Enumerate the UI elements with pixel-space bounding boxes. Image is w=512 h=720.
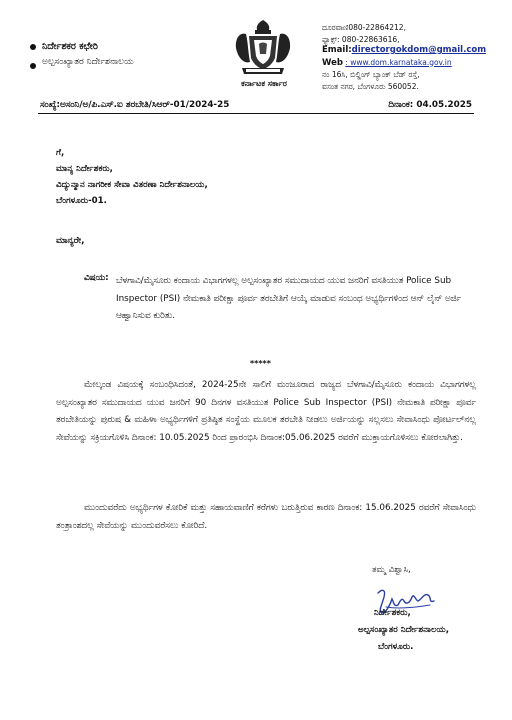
body-paragraph-1 — [56, 377, 476, 447]
header-divider — [38, 113, 474, 114]
fax-number: ಫ್ಯಾಕ್ಸ್: 080-22863616, — [322, 34, 400, 44]
body-paragraph-2-text: ಮುಂದುವರೆದು ಅಭ್ಯರ್ಥಿಗಳ ಕೋರಿಕೆ ಮತ್ತು ಸಹಾಯವಾಣಿಗೆ ಕರೆಗಳು ಬರುತ್ತಿರುವ ಕಾರಣ ದಿನಾಂಕ: 15.06.2025 ರವರೆಗೆ ಸೇವಾಸಿಂಧು ತಂತ್ರಾಂಶದಲ್ಲ ಸೇವೆಯನ್ನು ಮುಂದುವರೆಸಲು ಕೋರಿದೆ. — [56, 503, 476, 531]
contact-block — [322, 22, 502, 92]
closing-phrase: ತಮ್ಮ ವಿಶ್ವಾಸಿ, — [372, 565, 411, 575]
body-paragraph-2 — [56, 500, 476, 535]
reference-line — [40, 100, 472, 110]
email-label: Email: — [322, 45, 352, 55]
signatory-title: ನಿರ್ದೇಶಕರು, — [374, 608, 411, 618]
letter-date: ದಿನಾಂಕ: 04.05.2025 — [388, 100, 472, 110]
addressee-block — [56, 145, 208, 209]
address-line-2: ವಸಂತ ನಗರ, ಬೆಂಗಳೂರು 560052. — [322, 81, 419, 91]
web-line — [322, 57, 502, 70]
addressee-line-2: ವಿದ್ಯುನ್ಮಾನ ನಾಗರೀಕ ಸೇವಾ ವಿತರಣಾ ನಿರ್ದೇಶನಾಲಯ, — [56, 180, 208, 190]
email-link[interactable]: directorgokdom@gmail.com — [351, 45, 487, 55]
karnataka-emblem-icon — [232, 18, 294, 78]
addressee-line-1: ಮಾನ್ಯ ನಿರ್ದೇಶಕರು, — [56, 164, 113, 174]
addressee-line-3: ಬೆಂಗಳೂರು-01. — [56, 196, 107, 206]
reference-number: ಸಂಖ್ಯೆ:ಅಸಂನಿ/ಅ/ಪಿ.ಎಸ್.ಐ ತರಬೇತಿ/ಸಿಆರ್-01/2024-25 — [40, 100, 230, 110]
directorate-name: ಅಲ್ಪಸಂಖ್ಯಾತರ ನಿರ್ದೇಶನಾಲಯ — [42, 57, 134, 67]
section-separator: ***** — [250, 359, 271, 368]
email-line — [322, 45, 502, 57]
body-paragraph-1-text: ಮೇಲ್ಕಂಡ ವಿಷಯಕ್ಕೆ ಸಂಬಂಧಿಸಿದಂತೆ, 2024-25ನೇ ಸಾಲಿಗೆ ಮಂಜೂರಾದ ರಾಜ್ಯದ ಬೆಳಗಾವಿ/ಮೈಸೂರು ಕಂದಾಯ ವಿಭಾಗಗಳಲ್ಲ ಅಲ್ಪಸಂಖ್ಯಾತರ ಸಮುದಾಯದ ಯುವ ಜನರಿಗೆ 90 ದಿನಗಳ ವಸತಿಯುತ Police Sub Inspector (PSI) ನೇಮಕಾತಿ ಪರೀಕ್ಷಾ ಪೂರ್ವ ತರಬೇತಿಯನ್ನು ಪುರುಷ & ಮಹಿಳಾ ಅಭ್ಯರ್ಥಿಗಳಿಗೆ ಪ್ರತಿಷ್ಠಿತ ಸಂಸ್ಥೆಯ ಮೂಲಕ ತರಬೇತಿ ನೀಡಲು ಅರ್ಜಿಯನ್ನು ಸಲ್ಲಸಲು ಸೇವಾಸಿಂಧು ಪೋರ್ಟಲ್‌ನಲ್ಲ ಸೇವೆಯನ್ನು ಸಕ್ರಿಯಗೊಳಿಸಿ ದಿನಾಂಕ: 10.05.2025 ರಿಂದ ಪ್ರಾರಂಭಿಸಿ ದಿನಾಂಕ:05.06.2025 ರವರೆಗೆ ಮುಕ್ತಾಯಗೊಳಿಸಲು ಕೋರಲಾಗಿತ್ತು. — [56, 380, 476, 443]
department-name: ನಿರ್ದೇಶಕರ ಕಛೇರಿ — [42, 41, 98, 52]
subject-text: ಬೆಳಗಾವಿ/ಮೈಸೂರು ಕಂದಾಯ ವಿಭಾಗಗಳಲ್ಲ ಅಲ್ಪಸಂಖ್ಯಾತರ ಸಮುದಾಯದ ಯುವ ಜನರಿಗೆ ವಸತಿಯುತ Police Sub Inspector (PSI) ನೇಮಕಾತಿ ಪರೀಕ್ಷಾ ಪೂರ್ವ ತರಬೇತಿಗೆ ಆಯ್ಕೆ ಮಾಡುವ ಸಂಬಂಧ ಅಭ್ಯರ್ಥಿಗಳಿಂದ ಆನ್ ಲೈನ್ ಅರ್ಜಿ ಆಹ್ವಾನಿಸುವ ಕುರಿತು. — [116, 276, 462, 321]
address-line-1: ನಂ 16ಸಿ, ಬಿಲ್ಡಿಂಗ್ ಬ್ಯಾಂಕ್ ಬೆಡ್ ರಸ್ತೆ, — [322, 70, 420, 79]
bullet-dot — [30, 63, 36, 69]
web-label: Web — [322, 57, 343, 68]
addressee-to: ಗೆ, — [56, 148, 65, 158]
bullet-dot — [30, 44, 36, 50]
signatory-department: ಅಲ್ಪಸಂಖ್ಯಾತರ ನಿರ್ದೇಶನಾಲಯ, — [358, 625, 449, 635]
letterhead-left — [30, 40, 230, 69]
signatory-city: ಬೆಂಗಳೂರು. — [378, 642, 414, 652]
subject-label: ವಿಷಯ: — [84, 273, 109, 283]
web-link[interactable]: : www.dom.karnataka.gov.in — [345, 57, 452, 67]
salutation: ಮಾನ್ಯರೇ, — [56, 236, 85, 246]
phone-number: ದೂರವಾಣಿ080-22864212, — [322, 23, 406, 32]
government-name: ಕರ್ನಾಟಕ ಸರ್ಕಾರ — [241, 79, 287, 88]
